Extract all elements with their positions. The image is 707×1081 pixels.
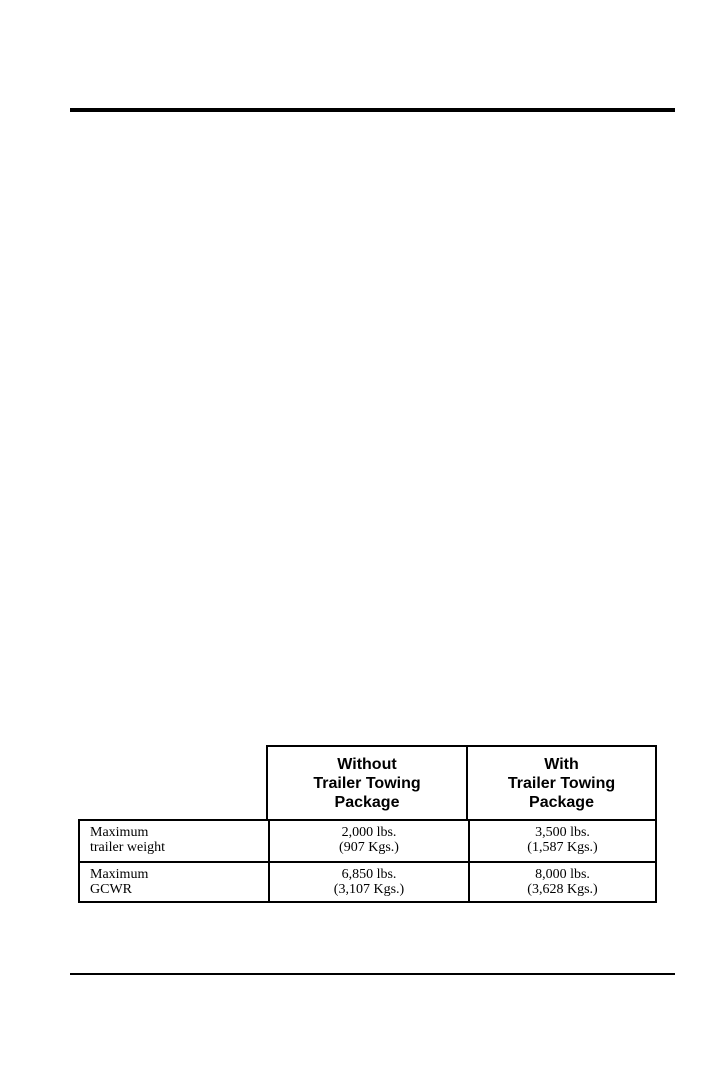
header-without-line-3: Package [334, 793, 400, 811]
header-without-package [266, 745, 468, 819]
header-with-line-2: Trailer Towing [507, 774, 616, 792]
value-kgs: (1,587 Kgs.) [527, 840, 598, 855]
header-without-line-2: Trailer Towing [313, 774, 421, 792]
with-package-cell [468, 821, 655, 861]
value-lbs: 6,850 lbs. [341, 867, 397, 882]
value-kgs: (3,107 Kgs.) [333, 882, 405, 897]
value-lbs: 8,000 lbs. [535, 867, 590, 882]
without-package-cell [268, 863, 468, 901]
without-package-cell [268, 821, 468, 861]
header-with-package [466, 745, 657, 819]
row-label-cell [80, 863, 268, 901]
header-rule [70, 108, 675, 112]
with-package-cell [468, 863, 655, 901]
header-without-line-1: Without [337, 755, 397, 773]
value-kgs: (3,628 Kgs.) [527, 882, 598, 897]
row-label-line-1: Maximum [90, 825, 149, 840]
table-row-max-trailer-weight [80, 821, 655, 861]
table-body [78, 819, 657, 903]
row-label-cell [80, 821, 268, 861]
value-lbs: 2,000 lbs. [341, 825, 397, 840]
row-label-line-1: Maximum [90, 867, 149, 882]
header-with-line-3: Package [529, 793, 594, 811]
row-label-line-2: GCWR [90, 882, 132, 897]
value-lbs: 3,500 lbs. [535, 825, 590, 840]
table-row-max-gcwr [80, 861, 655, 901]
row-label-line-2: trailer weight [90, 840, 166, 855]
header-with-line-1: With [544, 755, 579, 773]
footer-rule [70, 973, 675, 975]
value-kgs: (907 Kgs.) [339, 840, 399, 855]
trailer-towing-table [78, 745, 657, 903]
